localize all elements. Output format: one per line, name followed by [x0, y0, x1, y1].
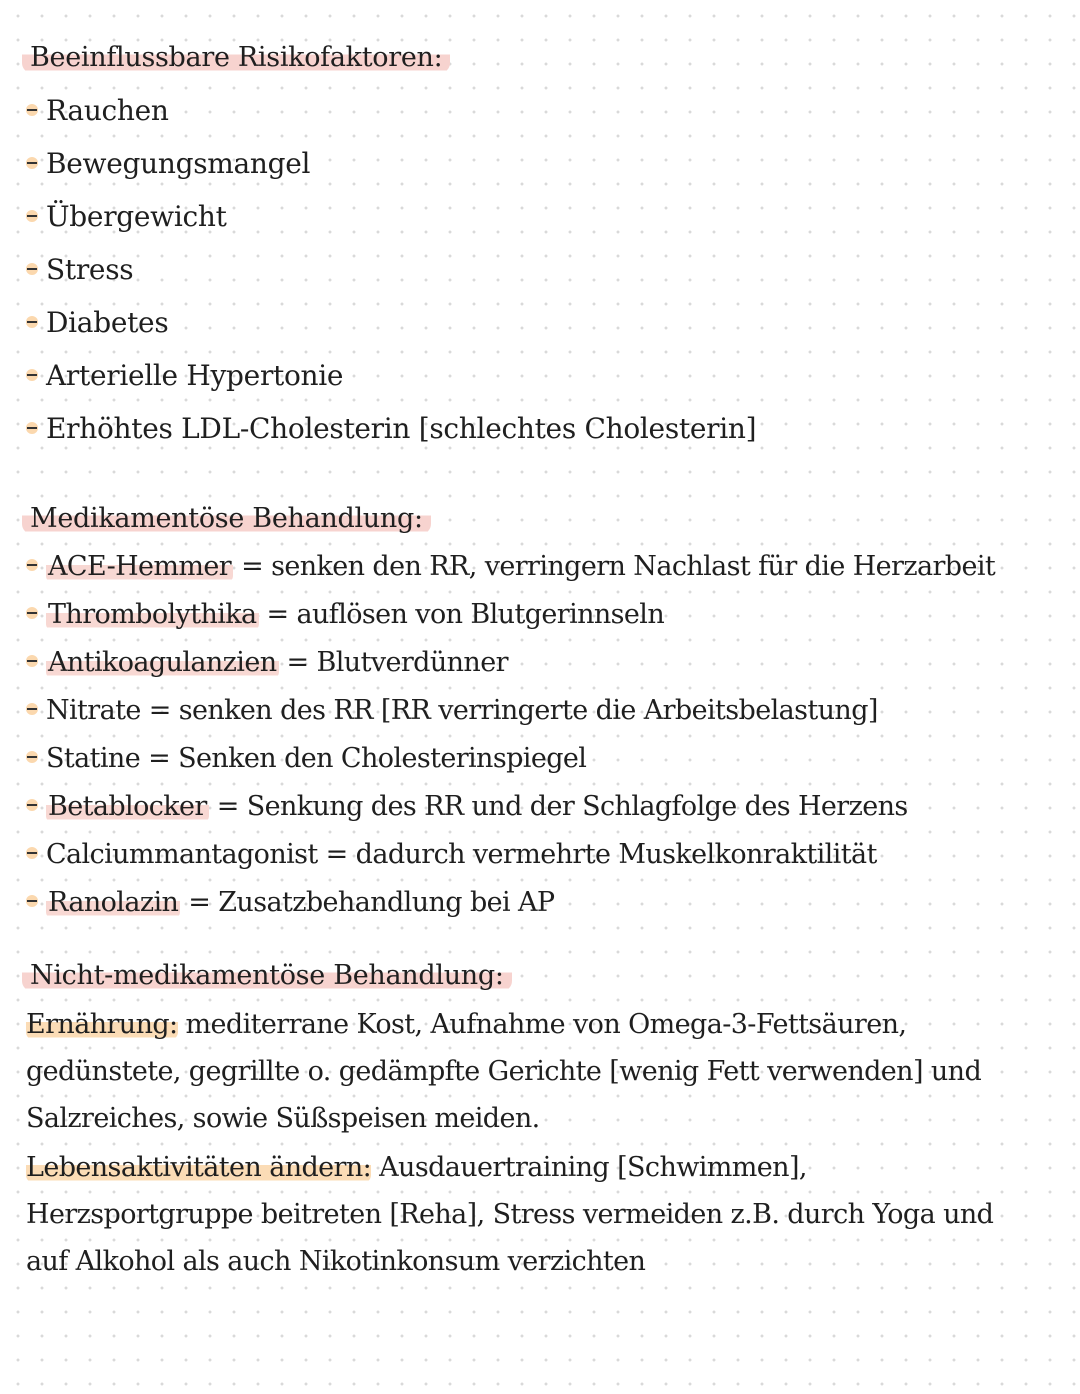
list-item: Arterielle Hypertonie — [26, 362, 343, 390]
list-item: Rauchen — [26, 97, 169, 125]
drug-term: Statine — [46, 743, 141, 774]
risk-factors-heading — [22, 44, 450, 71]
list-item: Bewegungsmangel — [26, 150, 310, 178]
bullet-dash-icon — [26, 210, 38, 222]
bullet-dash-icon — [26, 799, 38, 811]
nutrition-label: Ernährung: — [26, 1009, 178, 1040]
lifestyle-label: Lebensaktivitäten ändern: — [26, 1152, 372, 1183]
medication-item — [26, 649, 508, 676]
lifestyle-line: auf Alkohol als auch Nikotinkonsum verzichten — [26, 1246, 646, 1277]
bullet-dash-icon — [26, 847, 38, 859]
medication-item — [26, 553, 995, 580]
bullet-dash-icon — [26, 422, 38, 434]
bullet-dash-icon — [26, 895, 38, 907]
list-item: Diabetes — [26, 309, 168, 337]
non-medication-heading — [22, 962, 512, 989]
medication-item — [26, 697, 878, 724]
heading-highlight: Medikamentöse Behandlung: — [22, 503, 431, 534]
nutrition-line: Salzreiches, sowie Süßspeisen meiden. — [26, 1103, 540, 1134]
heading-highlight: Beeinflussbare Risikofaktoren: — [22, 42, 450, 73]
bullet-dash-icon — [26, 316, 38, 328]
drug-term: Antikoagulanzien — [48, 647, 277, 678]
heading-highlight: Nicht-medikamentöse Behandlung: — [22, 960, 512, 991]
bullet-dash-icon — [26, 369, 38, 381]
drug-description: = dadurch vermehrte Muskelkonraktilität — [325, 839, 877, 870]
drug-description: = Zusatzbehandlung bei AP — [188, 887, 555, 918]
drug-description: = Senkung des RR und der Schlagfolge des Herzens — [216, 791, 908, 822]
bullet-dash-icon — [26, 655, 38, 667]
list-item: Erhöhtes LDL-Cholesterin [schlechtes Cholesterin] — [26, 415, 756, 443]
bullet-dash-icon — [26, 607, 38, 619]
medication-item — [26, 601, 664, 628]
drug-term: ACE-Hemmer — [48, 551, 232, 582]
drug-description: = Senken den Cholesterinspiegel — [148, 743, 587, 774]
nutrition-line: gedünstete, gegrillte o. gedämpfte Gerichte [wenig Fett verwenden] und — [26, 1056, 982, 1087]
medication-item — [26, 745, 586, 772]
drug-term: Calciummantagonist — [46, 839, 318, 870]
drug-description: = senken den RR, verringern Nachlast für die Herzarbeit — [241, 551, 996, 582]
bullet-dash-icon — [26, 157, 38, 169]
medication-item — [26, 793, 908, 820]
drug-term: Ranolazin — [48, 887, 179, 918]
drug-description: = auflösen von Blutgerinnseln — [266, 599, 665, 630]
drug-term: Thrombolythika — [48, 599, 257, 630]
drug-description: = Blutverdünner — [286, 647, 508, 678]
bullet-dash-icon — [26, 751, 38, 763]
bullet-dash-icon — [26, 263, 38, 275]
bullet-dash-icon — [26, 104, 38, 116]
list-item: Stress — [26, 256, 133, 284]
nutrition-line: Ernährung: mediterrane Kost, Aufnahme von Omega-3-Fettsäuren, — [26, 1009, 907, 1040]
drug-term: Betablocker — [48, 791, 207, 822]
bullet-dash-icon — [26, 703, 38, 715]
lifestyle-line: Lebensaktivitäten ändern: Ausdauertraining [Schwimmen], — [26, 1152, 807, 1183]
drug-term: Nitrate — [46, 695, 141, 726]
medication-item — [26, 841, 877, 868]
list-item: Übergewicht — [26, 203, 227, 231]
drug-description: = senken des RR [RR verringerte die Arbeitsbelastung] — [148, 695, 878, 726]
medication-heading — [22, 505, 431, 532]
medication-item — [26, 889, 555, 916]
bullet-dash-icon — [26, 559, 38, 571]
lifestyle-line: Herzsportgruppe beitreten [Reha], Stress vermeiden z.B. durch Yoga und — [26, 1199, 994, 1230]
